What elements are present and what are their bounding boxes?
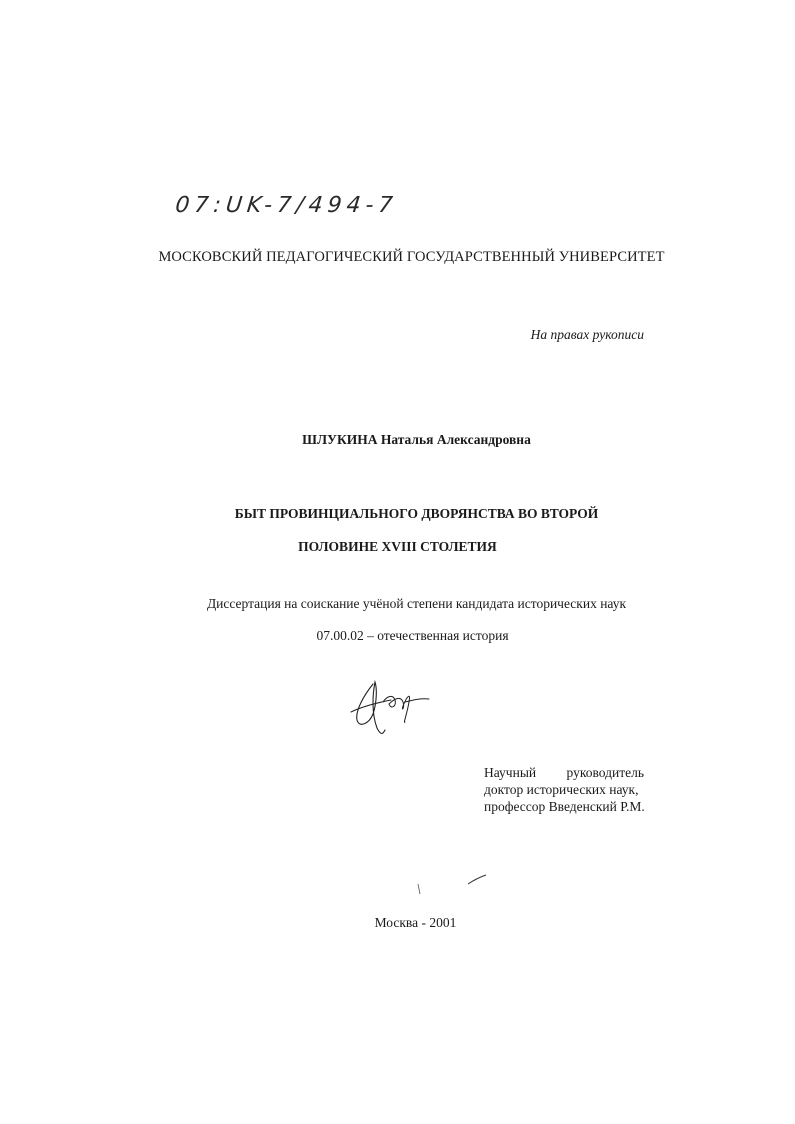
supervisor-role: Научный руководитель xyxy=(484,765,644,780)
rights-notice: На правах рукописи xyxy=(530,327,644,342)
thesis-type: Диссертация на соискание учёной степени кандидата исторических наук xyxy=(206,596,627,611)
pen-stroke-icon xyxy=(410,870,490,900)
supervisor-name: профессор Введенский Р.М. xyxy=(484,799,645,814)
dissertation-title-line-2: ПОЛОВИНЕ XVIII СТОЛЕТИЯ xyxy=(298,539,497,554)
specialty-code: 07.00.02 – отечественная история xyxy=(316,628,509,643)
handwritten-archive-number: 07:UK-7/494-7 xyxy=(174,193,399,218)
supervisor-degree: доктор исторических наук, xyxy=(484,782,639,797)
dissertation-title-line-1: БЫТ ПРОВИНЦИАЛЬНОГО ДВОРЯНСТВА ВО ВТОРОЙ xyxy=(234,506,599,521)
university-name: МОСКОВСКИЙ ПЕДАГОГИЧЕСКИЙ ГОСУДАРСТВЕННЫЙ УНИВЕРСИТЕТ xyxy=(158,249,665,265)
supervisor-block xyxy=(484,764,644,815)
author-name: ШЛУКИНА Наталья Александровна xyxy=(302,432,531,447)
signature-icon xyxy=(343,672,433,742)
city-and-year: Москва - 2001 xyxy=(374,915,457,930)
